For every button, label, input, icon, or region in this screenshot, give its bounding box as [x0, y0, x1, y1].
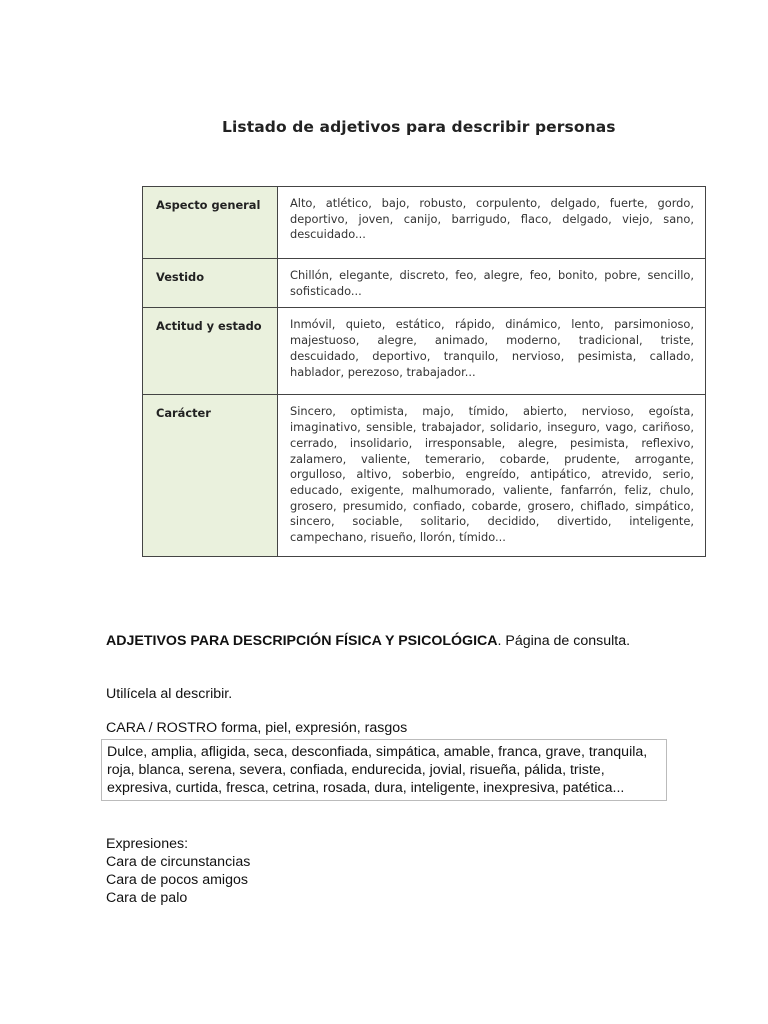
expression-item: Cara de palo	[106, 890, 188, 906]
table-row	[143, 259, 706, 308]
words-cell: Sincero, optimista, majo, tímido, abierto, nervioso, egoísta, imaginativo, sensible, trabajador, solidario, inseguro, vago, cariñoso, cerrado, insolidario, irresponsable, alegre, pesimista, reflexivo, zalamero, valiente, temerario, cobarde, prudente, arrogante, orgulloso, altivo, soberbio, engreído, antipático, atrevido, serio, educado, exigente, malhumorado, valiente, fanfarrón, feliz, chulo, grosero, presumido, confiado, cobarde, grosero, chiflado, simpático, sincero, sociable, solitario, decidido, divertido, inteligente, campechano, risueño, llorón, tímido...	[278, 395, 706, 557]
expressions-list	[106, 835, 666, 907]
table-row	[143, 308, 706, 395]
adjectives-table	[142, 186, 706, 557]
category-cell: Carácter	[143, 395, 278, 557]
cara-label: CARA / ROSTRO forma, piel, expresión, rasgos	[106, 720, 408, 736]
page-title: Listado de adjetivos para describir personas	[222, 118, 616, 136]
category-cell: Aspecto general	[143, 187, 278, 259]
cara-words-box: Dulce, amplia, afligida, seca, desconfiada, simpática, amable, franca, grave, tranquila, roja, blanca, serena, severa, confiada, endurecida, jovial, risueña, pálida, triste, expresiva, curtida, fresca, cetrina, rosada, dura, inteligente, inexpresiva, patética...	[101, 739, 667, 801]
words-cell: Chillón, elegante, discreto, feo, alegre, feo, bonito, pobre, sencillo, sofisticado...	[278, 259, 706, 308]
category-cell: Vestido	[143, 259, 278, 308]
usage-note: Utilícela al describir.	[106, 686, 233, 702]
table-row	[143, 187, 706, 259]
section-heading	[106, 632, 666, 650]
expression-item: Cara de circunstancias	[106, 854, 251, 870]
expressions-label: Expresiones:	[106, 836, 189, 852]
section-heading-rest: . Página de consulta.	[497, 633, 631, 649]
category-cell: Actitud y estado	[143, 308, 278, 395]
section-heading-bold: ADJETIVOS PARA DESCRIPCIÓN FÍSICA Y PSICOLÓGICA	[106, 633, 498, 649]
words-cell: Alto, atlético, bajo, robusto, corpulento, delgado, fuerte, gordo, deportivo, joven, canijo, barrigudo, flaco, delgado, viejo, sano, descuidado...	[278, 187, 706, 259]
table-row	[143, 395, 706, 557]
expression-item: Cara de pocos amigos	[106, 872, 248, 888]
words-cell: Inmóvil, quieto, estático, rápido, dinámico, lento, parsimonioso, majestuoso, alegre, animado, moderno, tradicional, triste, descuidado, deportivo, tranquilo, nervioso, pesimista, callado, hablador, perezoso, trabajador...	[278, 308, 706, 395]
